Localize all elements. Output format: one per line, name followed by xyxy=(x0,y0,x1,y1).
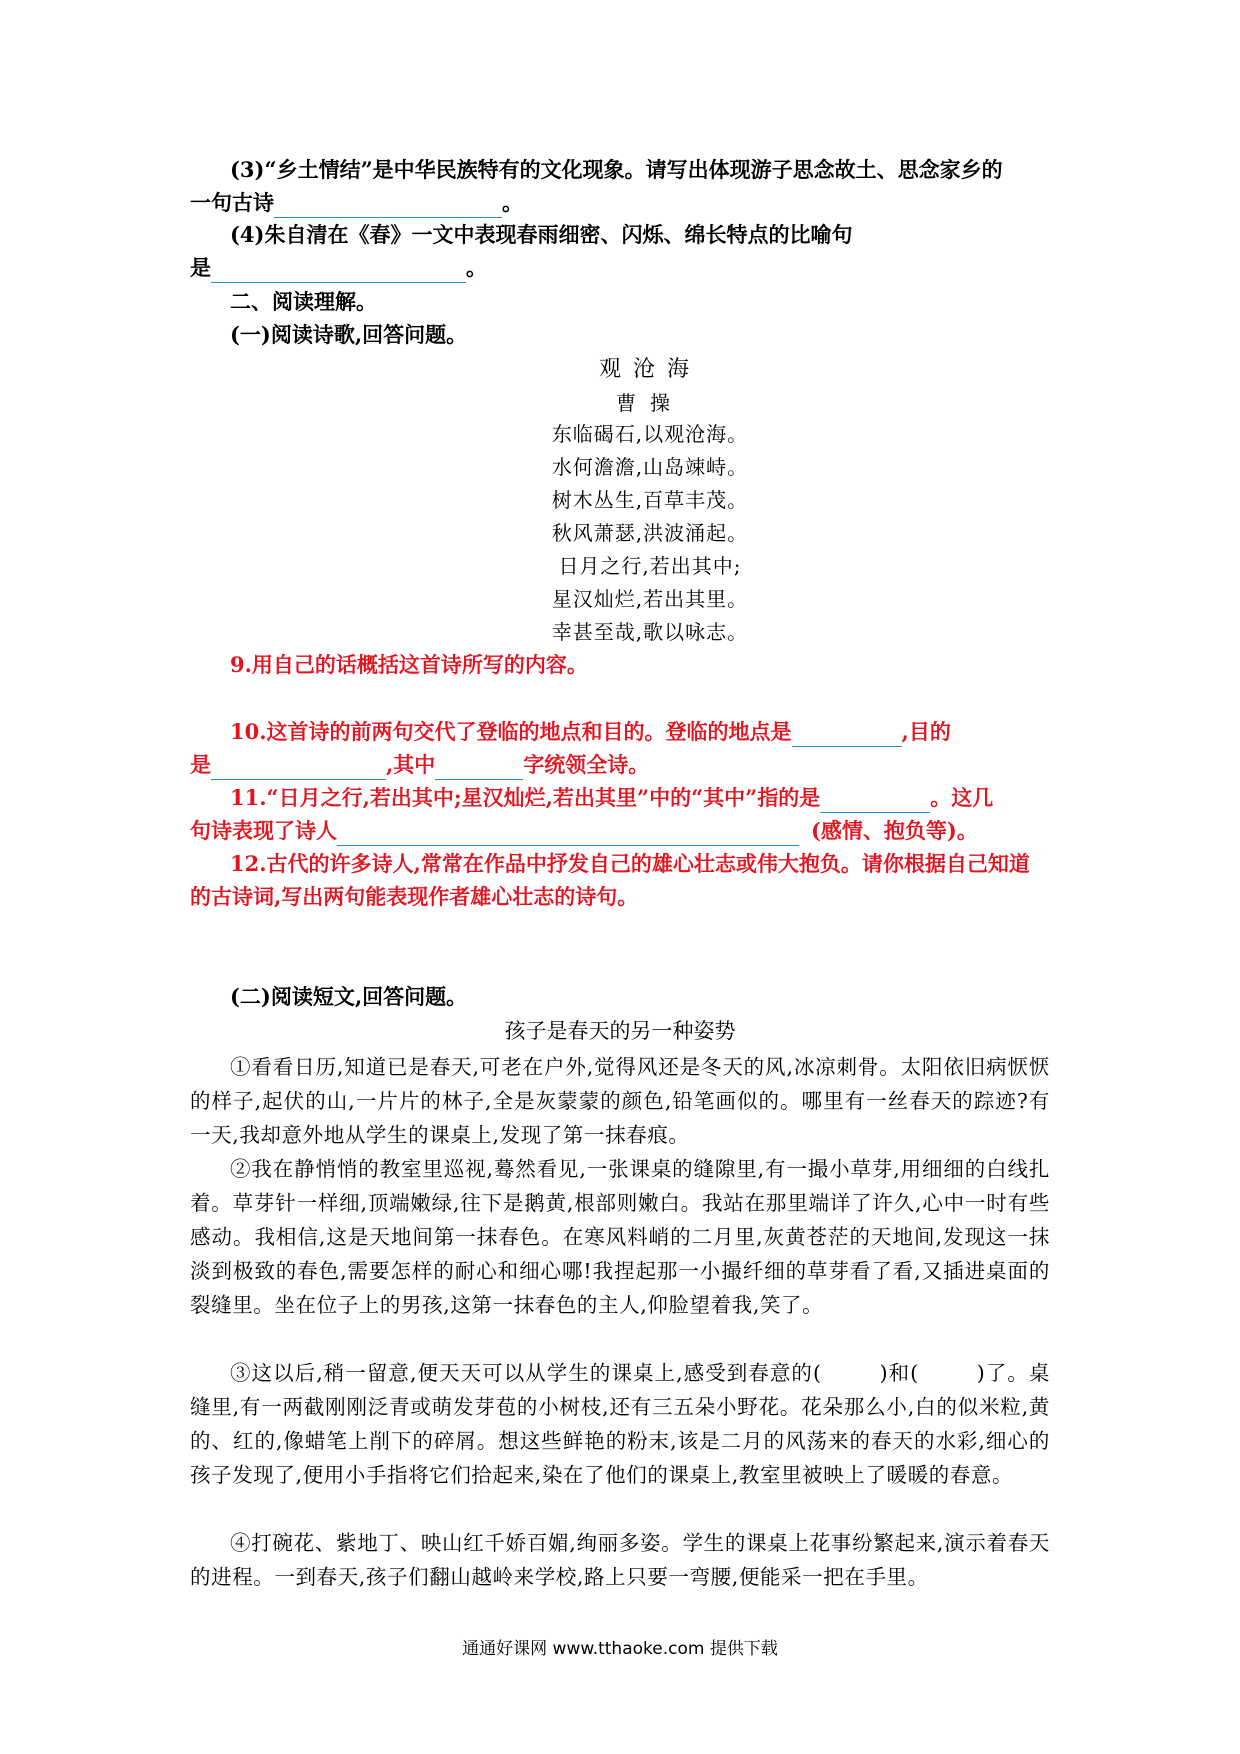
question-3-suffix: 。 xyxy=(502,190,523,215)
answer-blank-q11-refer[interactable] xyxy=(820,790,930,813)
essay-paragraph-1: ①看看日历,知道已是春天,可老在户外,觉得风还是冬天的风,冰凉刺骨。太阳依旧病恹恹的样子,起伏的山,一片片的林子,全是灰蒙蒙的颜色,铅笔画似的。哪里有一丝春天的踪迹?有一天,我却意外地从学生的课桌上,发现了第一抹春痕。 xyxy=(190,1055,1050,1147)
question-11-text-c: 句诗表现了诗人 xyxy=(190,818,337,843)
question-9: 9.用自己的话概括这首诗所写的内容。 xyxy=(230,652,588,677)
question-11-text-b: 。这几 xyxy=(930,785,994,810)
essay-paragraph-2: ②我在静悄悄的教室里巡视,蓦然看见,一张课桌的缝隙里,有一撮小草芽,用细细的白线扎着。草芽针一样细,顶端嫩绿,往下是鹅黄,根部则嫩白。我站在那里端详了许久,心中一时有些感动。我相信,这是天地间第一抹春色。在寒风料峭的二月里,灰黄苍茫的天地间,发现这一抹淡到极致的春色,需要怎样的耐心和细心哪!我捏起那一小撮纤细的草芽看了看,又插进桌面的裂缝里。坐在位子上的男孩,这第一抹春色的主人,仰脸望着我,笑了。 xyxy=(190,1157,1050,1317)
answer-blank-q4[interactable] xyxy=(211,260,466,283)
question-10-text-e: 字统领全诗。 xyxy=(523,752,650,777)
answer-blank-q3[interactable] xyxy=(274,195,502,218)
question-3-line2 xyxy=(190,188,523,218)
part1-heading: (一)阅读诗歌,回答问题。 xyxy=(230,322,468,347)
poem-title: 观沧海 xyxy=(598,357,701,382)
question-12-line1: 12.古代的许多诗人,常常在作品中抒发自己的雄心壮志或伟大抱负。请你根据自己知道 xyxy=(230,851,1030,876)
essay-paragraph-4: ④打碗花、紫地丁、映山红千娇百媚,绚丽多姿。学生的课桌上花事纷繁起来,演示着春天的进程。一到春天,孩子们翻山越岭来学校,路上只要一弯腰,便能采一把在手里。 xyxy=(190,1531,1050,1589)
question-10-text-c: 是 xyxy=(190,752,211,777)
page-footer: 通通好课网 www.tthaoke.com 提供下载 xyxy=(462,1639,778,1659)
question-4-prefix: 是 xyxy=(190,255,211,280)
part2-heading: (二)阅读短文,回答问题。 xyxy=(230,984,468,1009)
essay-title: 孩子是春天的另一种姿势 xyxy=(504,1019,736,1043)
question-4-line2 xyxy=(190,253,487,283)
question-11-text-a: 11.“日月之行,若出其中;星汉灿烂,若出其里”中的“其中”指的是 xyxy=(230,785,821,810)
poem-line: 水何澹澹,山岛竦峙。 xyxy=(551,455,749,479)
question-10-line1 xyxy=(230,717,951,747)
question-10-text-d: ,其中 xyxy=(386,752,436,777)
answer-blank-q10-purpose[interactable] xyxy=(211,757,386,780)
question-4-line1: (4)朱自清在《春》一文中表现春雨细密、闪烁、绵长特点的比喻句 xyxy=(230,222,853,247)
question-3-prefix: 一句古诗 xyxy=(190,190,274,215)
essay-paragraph-3 xyxy=(190,1356,1050,1492)
poem-author: 曹操 xyxy=(616,391,684,415)
answer-blank-q10-word[interactable] xyxy=(435,757,523,780)
question-11-line1 xyxy=(230,783,993,813)
question-11-line2 xyxy=(190,816,978,846)
essay-p3-text-c: )了。桌缝里,有一两截刚刚泛青或萌发芽苞的小树枝,还有三五朵小野花。花朵那么小,白的似米粒,黄的、红的,像蜡笔上削下的碎屑。想这些鲜艳的粉末,该是二月的风荡来的春天的水彩,细心的孩子发现了,便用小手指将它们拾起来,染在了他们的课桌上,教室里被映上了暖暖的春意。 xyxy=(190,1361,1051,1487)
answer-blank-q11-feeling[interactable] xyxy=(337,823,799,846)
poem-body xyxy=(500,418,800,649)
essay-p3-text-b: )和( xyxy=(879,1361,919,1385)
question-10-text-b: ,目的 xyxy=(901,719,951,744)
question-10-text-a: 10.这首诗的前两句交代了登临的地点和目的。登临的地点是 xyxy=(230,719,792,744)
poem-line: 树木丛生,百草丰茂。 xyxy=(551,488,749,512)
poem-line: 星汉灿烂,若出其里。 xyxy=(551,587,749,611)
question-12-line2: 的古诗词,写出两句能表现作者雄心壮志的诗句。 xyxy=(190,884,639,909)
question-11-text-d: (感情、抱负等)。 xyxy=(811,818,978,843)
poem-line: 秋风萧瑟,洪波涌起。 xyxy=(551,521,749,545)
question-3-line1: (3)“乡土情结”是中华民族特有的文化现象。请写出体现游子思念故土、思念家乡的 xyxy=(230,157,1003,182)
poem-line: 日月之行,若出其中; xyxy=(558,554,742,578)
question-4-suffix: 。 xyxy=(466,255,487,280)
answer-blank-q10-place[interactable] xyxy=(792,724,902,747)
essay-p3-text-a: ③这以后,稍一留意,便天天可以从学生的课桌上,感受到春意的( xyxy=(230,1361,822,1385)
poem-line: 幸甚至哉,歌以咏志。 xyxy=(551,620,749,644)
question-10-line2 xyxy=(190,750,649,780)
section-heading-reading: 二、阅读理解。 xyxy=(230,289,377,314)
poem-line: 东临碣石,以观沧海。 xyxy=(551,422,749,446)
